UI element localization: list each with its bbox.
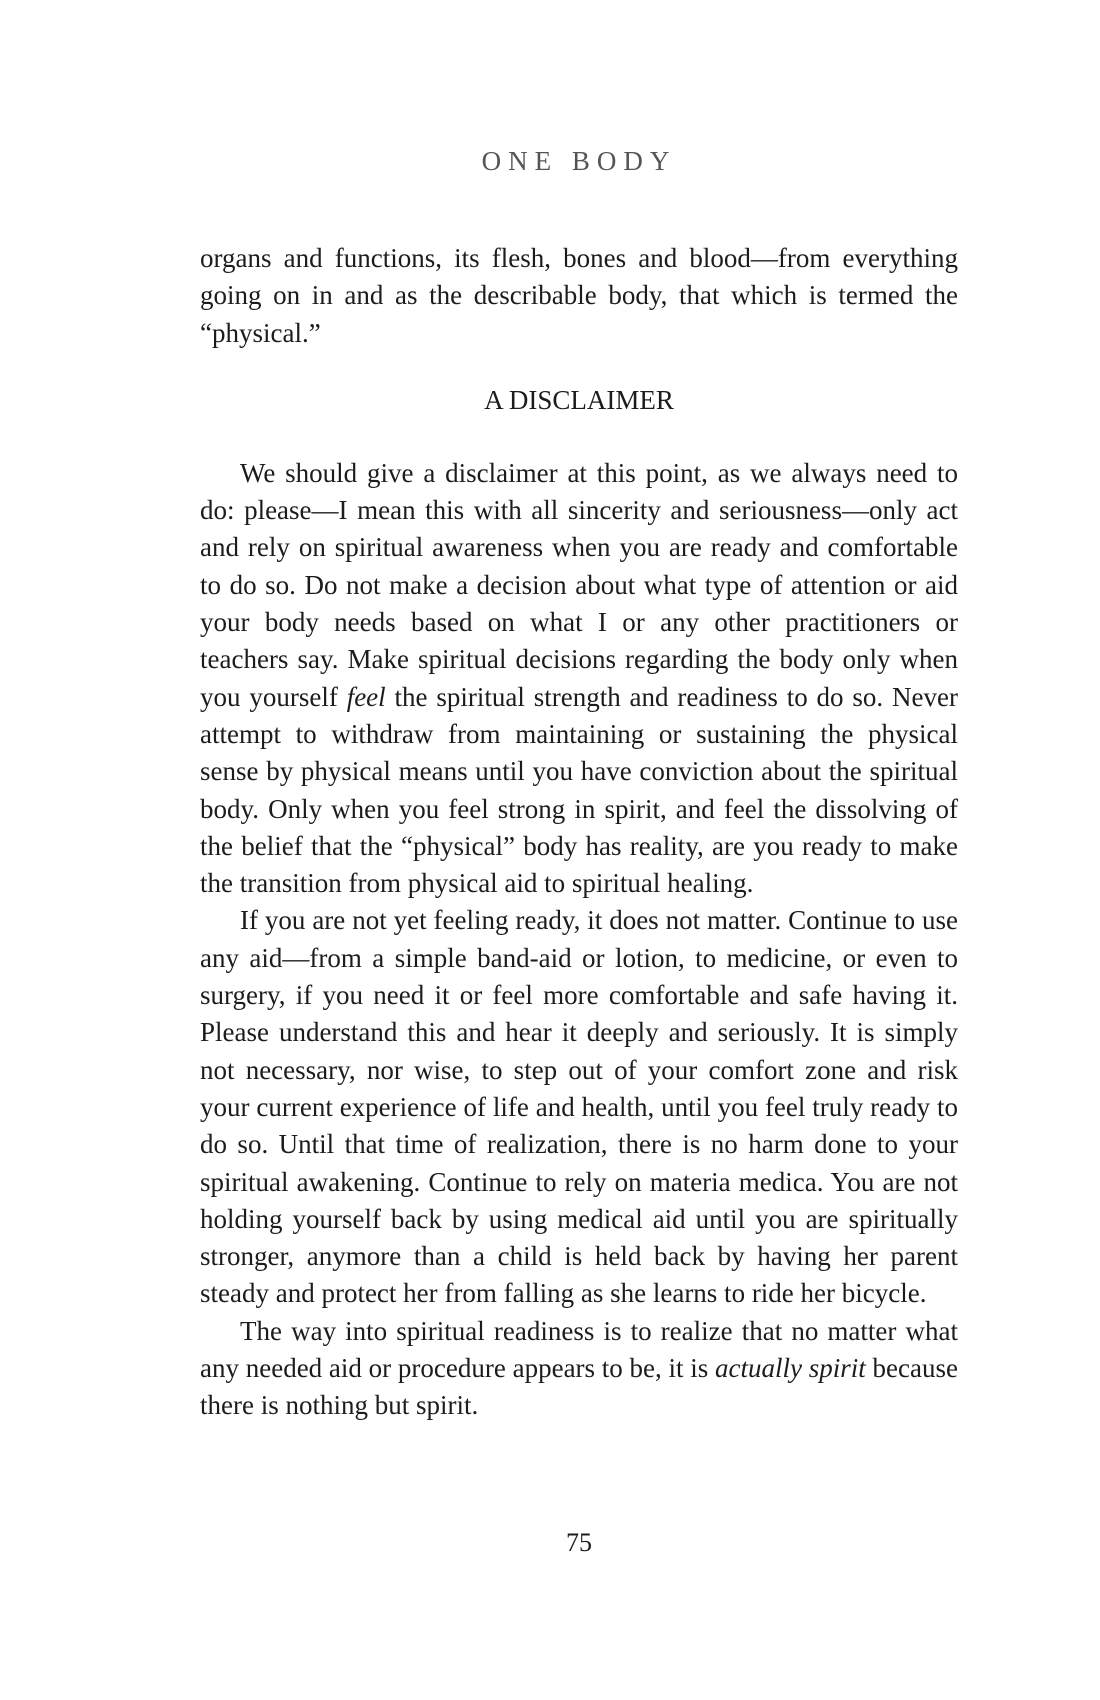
paragraph-1-text-b: the spiritual strength and readiness to do so. Never attempt to withdraw from maintaining or sustaining the physical sense by physical means until you have conviction about the spiritual body. Only when you feel strong in spirit, and feel the dissolving of the belief that the “physical” body has reality, are you ready to make the transition from physical aid to spiritual healing. [200,681,958,899]
running-head: ONE BODY [481,146,677,176]
section-heading: A DISCLAIMER [484,384,674,415]
page-number: 75 [566,1528,592,1557]
paragraph-2: If you are not yet feeling ready, it does not matter. Continue to use any aid—from a simple band-aid or lotion, to medicine, or even to surgery, if you need it or feel more comfortable and safe having it. Please understand this and hear it deeply and seriously. It is simply not necessary, nor wise, to step out of your comfort zone and risk your current experience of life and health, until you feel truly ready to do so. Until that time of realization, there is no harm done to your spiritual awakening. Continue to rely on materia medica. You are not holding yourself back by using medical aid until you are spiritually stronger, anymore than a child is held back by having her parent steady and protect her from falling as she learns to ride her bicycle. [200,905,958,1309]
paragraph-3-text-a: The way into spiritual readiness is to realize that no matter what any needed aid or procedure appears to be, it is [200,1315,958,1384]
book-page [200,0,958,1700]
paragraph-1 [200,455,958,903]
paragraph-1-text-a: We should give a disclaimer at this point, as we always need to do: please—I mean this with all sincerity and seriousness—only act and rely on spiritual awareness when you are ready and comfortable to do so. Do not make a decision about what type of attention or aid your body needs based on what I or any other practitioners or teachers say. Make spiritual decisions regarding the body only when you yourself [200,457,958,712]
body-text [200,240,958,1425]
paragraph-3-text-b: because there is nothing but spirit. [200,1353,958,1421]
paragraph-3-emphasis: actually spirit [715,1353,866,1384]
paragraph-1-emphasis: feel [346,681,386,712]
paragraph-3 [200,1313,958,1425]
continuation-paragraph: organs and functions, its flesh, bones and blood—from everything going on in and as the describable body, that which is termed the “physical.” [200,243,958,348]
